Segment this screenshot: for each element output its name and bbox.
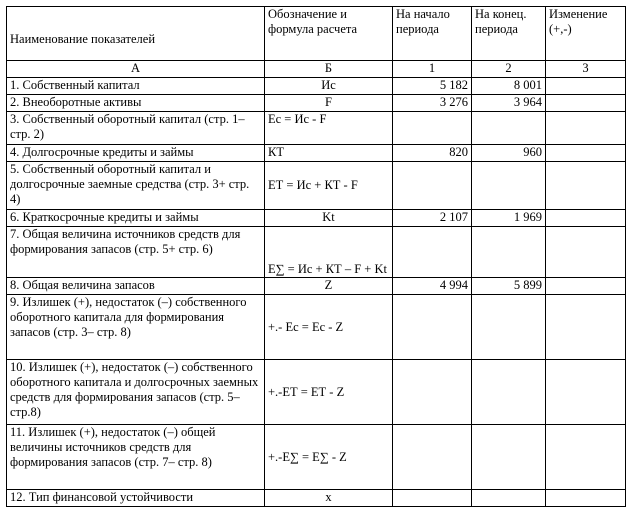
row-start: 5 182	[393, 78, 472, 95]
table-row	[7, 162, 626, 210]
row-start	[393, 162, 472, 210]
row-name: 11. Излишек (+), недостаток (–) общей величины источников средств для формирования запасов (стр. 7– стр. 8)	[7, 425, 265, 490]
row-name: 4. Долгосрочные кредиты и займы	[7, 145, 265, 162]
row-change	[546, 490, 626, 507]
colnum-2: 2	[472, 61, 546, 78]
table-row	[7, 295, 626, 360]
header-name: Наименование показателей	[7, 7, 265, 61]
row-change	[546, 425, 626, 490]
table-row	[7, 490, 626, 507]
table-row	[7, 425, 626, 490]
header-end: На конец. периода	[472, 7, 546, 61]
row-formula: КТ	[265, 145, 393, 162]
table-row	[7, 78, 626, 95]
row-start	[393, 360, 472, 425]
row-change	[546, 78, 626, 95]
row-end	[472, 360, 546, 425]
table-row	[7, 227, 626, 278]
row-name: 5. Собственный оборотный капитал и долгосрочные заемные средства (стр. 3+ стр. 4)	[7, 162, 265, 210]
row-formula: x	[265, 490, 393, 507]
row-formula: Е∑ = Ис + КТ – F + Kt	[265, 227, 393, 278]
row-formula: F	[265, 95, 393, 112]
row-formula: Z	[265, 278, 393, 295]
column-number-row	[7, 61, 626, 78]
table-row	[7, 278, 626, 295]
table-row	[7, 360, 626, 425]
row-change	[546, 278, 626, 295]
header-formula: Обозначение и формула расчета	[265, 7, 393, 61]
row-end	[472, 490, 546, 507]
row-change	[546, 162, 626, 210]
row-name: 2. Внеоборотные активы	[7, 95, 265, 112]
row-start: 3 276	[393, 95, 472, 112]
row-name: 10. Излишек (+), недостаток (–) собственного оборотного капитала и долгосрочных заемных средств для формирования запасов (стр. 5– стр.8)	[7, 360, 265, 425]
row-change	[546, 360, 626, 425]
row-formula: Kt	[265, 210, 393, 227]
row-name: 12. Тип финансовой устойчивости	[7, 490, 265, 507]
row-end: 960	[472, 145, 546, 162]
financial-stability-table	[6, 6, 626, 507]
row-end	[472, 425, 546, 490]
row-end: 3 964	[472, 95, 546, 112]
row-name: 9. Излишек (+), недостаток (–) собственного оборотного капитала для формирования запасов (стр. 3– стр. 8)	[7, 295, 265, 360]
row-start: 820	[393, 145, 472, 162]
colnum-1: 1	[393, 61, 472, 78]
row-name: 6. Краткосрочные кредиты и займы	[7, 210, 265, 227]
row-end	[472, 112, 546, 145]
table-row	[7, 95, 626, 112]
row-end: 1 969	[472, 210, 546, 227]
row-name: 3. Собственный оборотный капитал (стр. 1– стр. 2)	[7, 112, 265, 145]
table-row	[7, 145, 626, 162]
row-change	[546, 95, 626, 112]
row-start: 4 994	[393, 278, 472, 295]
row-start	[393, 227, 472, 278]
row-name: 7. Общая величина источников средств для формирования запасов (стр. 5+ стр. 6)	[7, 227, 265, 278]
row-end	[472, 227, 546, 278]
row-change	[546, 227, 626, 278]
row-change	[546, 145, 626, 162]
row-name: 8. Общая величина запасов	[7, 278, 265, 295]
row-change	[546, 112, 626, 145]
row-formula: +.-ЕТ = ЕТ - Z	[265, 360, 393, 425]
row-name: 1. Собственный капитал	[7, 78, 265, 95]
row-formula: +.- Ec = Ec - Z	[265, 295, 393, 360]
row-start	[393, 112, 472, 145]
row-start: 2 107	[393, 210, 472, 227]
row-end	[472, 162, 546, 210]
row-start	[393, 425, 472, 490]
row-formula: +.-Е∑ = Е∑ - Z	[265, 425, 393, 490]
row-formula: Ec = Ис - F	[265, 112, 393, 145]
row-start	[393, 490, 472, 507]
row-end	[472, 295, 546, 360]
row-formula: Ис	[265, 78, 393, 95]
header-row	[7, 7, 626, 61]
colnum-a: А	[7, 61, 265, 78]
header-start: На начало периода	[393, 7, 472, 61]
row-formula: ЕТ = Ис + КТ - F	[265, 162, 393, 210]
row-end: 8 001	[472, 78, 546, 95]
colnum-3: 3	[546, 61, 626, 78]
row-change	[546, 295, 626, 360]
row-end: 5 899	[472, 278, 546, 295]
row-start	[393, 295, 472, 360]
row-change	[546, 210, 626, 227]
colnum-b: Б	[265, 61, 393, 78]
table-row	[7, 112, 626, 145]
header-change: Изменение (+,-)	[546, 7, 626, 61]
table-row	[7, 210, 626, 227]
